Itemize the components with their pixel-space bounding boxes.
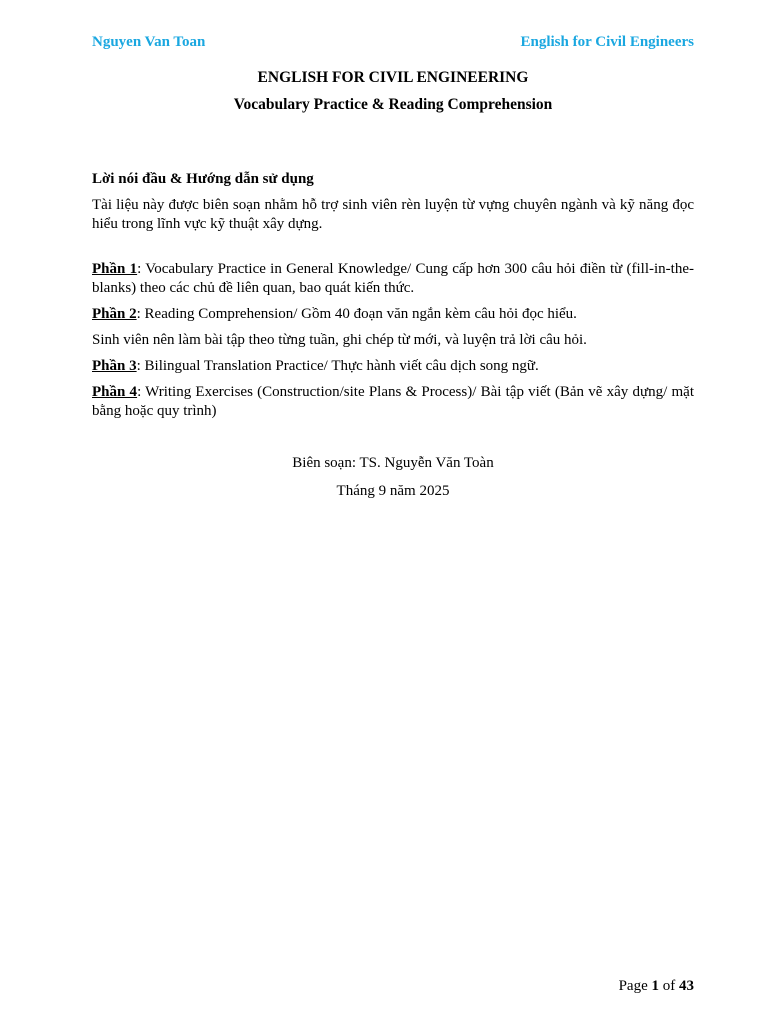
part-1-label: Phần 1 (92, 261, 138, 277)
author-line: Biên soạn: TS. Nguyễn Văn Toàn (292, 455, 494, 471)
preface-section (92, 170, 694, 428)
header-course: English for Civil Engineers (520, 34, 694, 50)
part-4 (92, 383, 694, 421)
page-number (619, 978, 694, 995)
part-3 (92, 357, 694, 376)
page-prefix: Page (618, 978, 648, 994)
document-subtitle: Vocabulary Practice & Reading Comprehension (233, 96, 553, 113)
page-total: 43 (679, 978, 694, 994)
header-author: Nguyen Van Toan (92, 34, 206, 50)
running-header (92, 34, 694, 51)
page-separator: of (662, 978, 676, 994)
date-line: Tháng 9 năm 2025 (336, 483, 450, 499)
part-1-text: : Vocabulary Practice in General Knowledge/ Cung cấp hơn 300 câu hỏi điền từ (fill-in-the-blanks) theo các chủ đề liên quan, bao quát kiến thức. (92, 261, 694, 296)
document-title: ENGLISH FOR CIVIL ENGINEERING (257, 69, 529, 86)
page-current: 1 (651, 978, 659, 994)
part-4-label: Phần 4 (92, 384, 138, 400)
title-block (92, 68, 694, 115)
preface-heading: Lời nói đầu & Hướng dẫn sử dụng (92, 171, 314, 187)
part-3-text: : Bilingual Translation Practice/ Thực hành viết câu dịch song ngữ. (136, 358, 539, 374)
signature-block (92, 454, 694, 510)
part-2 (92, 305, 694, 324)
part-4-text: : Writing Exercises (Construction/site Plans & Process)/ Bài tập viết (Bản vẽ xây dựng/ mặt bằng hoặc quy trình) (92, 384, 694, 419)
preface-intro: Tài liệu này được biên soạn nhằm hỗ trợ sinh viên rèn luyện từ vựng chuyên ngành và kỹ năng đọc hiểu trong lĩnh vực kỹ thuật xây dựng. (92, 197, 694, 232)
study-note: Sinh viên nên làm bài tập theo từng tuần, ghi chép từ mới, và luyện trả lời câu hỏi. (92, 332, 587, 348)
part-1 (92, 260, 694, 298)
part-2-text: : Reading Comprehension/ Gồm 40 đoạn văn ngắn kèm câu hỏi đọc hiểu. (136, 306, 577, 322)
part-3-label: Phần 3 (92, 358, 137, 374)
part-2-label: Phần 2 (92, 306, 137, 322)
